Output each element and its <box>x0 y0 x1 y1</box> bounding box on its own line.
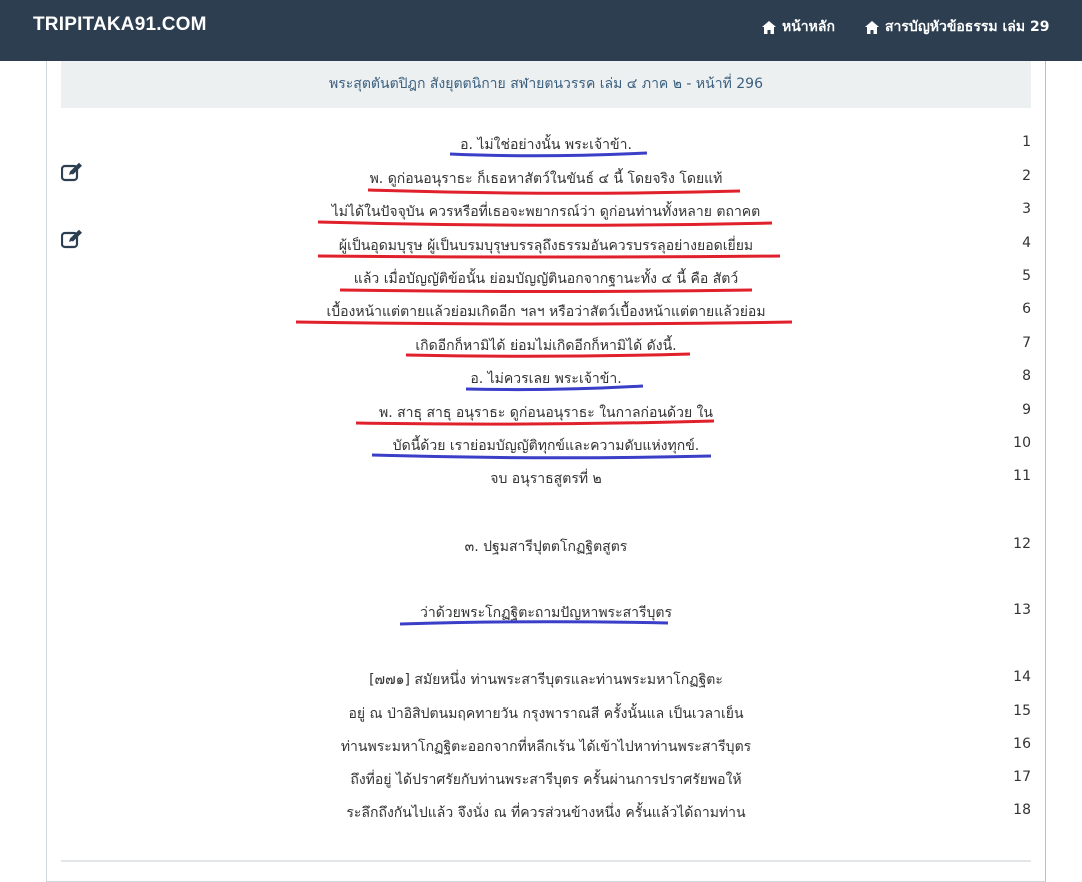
line-text: ว่าด้วยพระโกฏฐิตะถามปัญหาพระสารีบุตร <box>419 605 673 621</box>
text-line <box>61 233 1031 257</box>
nav-book-index-link[interactable] <box>865 16 1049 38</box>
text-line <box>61 466 1031 490</box>
line-number: 8 <box>1022 368 1031 384</box>
text-line <box>61 400 1031 424</box>
line-text: แล้ว เมื่อบัญญัติข้อนั้น ย่อมบัญญัตินอกจากฐานะทั้ง ๔ นี้ คือ สัตว์ <box>353 271 739 287</box>
line-number: 15 <box>1013 703 1031 719</box>
line-number: 6 <box>1022 301 1031 317</box>
line-number: 2 <box>1022 168 1031 184</box>
line-text: บัดนี้ด้วย เราย่อมบัญญัติทุกข์และความดับแห่งทุกข์. <box>392 438 700 454</box>
line-number: 12 <box>1013 536 1031 552</box>
line-text: อยู่ ณ ป่าอิสิปตนมฤคทายวัน กรุงพาราณสี ครั้งนั้นแล เป็นเวลาเย็น <box>348 706 744 722</box>
text-line <box>61 366 1031 390</box>
bottom-divider <box>61 860 1031 862</box>
text-line <box>61 199 1031 223</box>
text-line <box>61 534 1031 558</box>
text-line <box>61 132 1031 156</box>
text-line <box>61 266 1031 290</box>
line-number: 17 <box>1013 769 1031 785</box>
text-line <box>61 299 1031 323</box>
text-line <box>61 734 1031 758</box>
home-icon <box>865 21 879 34</box>
line-text: อ. ไม่ใช่อย่างนั้น พระเจ้าข้า. <box>460 137 632 153</box>
line-text: ๓. ปฐมสารีปุตตโกฏฐิตสูตร <box>464 539 628 555</box>
line-text: อ. ไม่ควรเลย พระเจ้าข้า. <box>470 371 622 387</box>
line-text: ไม่ได้ในปัจจุบัน ควรหรือที่เธอจะพยากรณ์ว่า ดูก่อนท่านทั้งหลาย ตถาคต <box>331 204 761 220</box>
line-number: 18 <box>1013 802 1031 818</box>
home-icon <box>762 21 776 34</box>
line-text: ระลึกถึงกันไปแล้ว จึงนั่ง ณ ที่ควรส่วนข้างหนึ่ง ครั้นแล้วได้ถามท่าน <box>346 805 746 821</box>
line-text: ท่านพระมหาโกฏฐิตะออกจากที่หลีกเร้น ได้เข้าไปหาท่านพระสารีบุตร <box>340 739 752 755</box>
text-line <box>61 800 1031 824</box>
text-line <box>61 433 1031 457</box>
line-number: 16 <box>1013 736 1031 752</box>
line-text: ผู้เป็นอุดมบุรุษ ผู้เป็นบรมบุรุษบรรลุถึงธรรมอันควรบรรลุอย่างยอดเยี่ยม <box>338 238 754 254</box>
line-text: พ. ดูก่อนอนุราธะ ก็เธอหาสัตว์ในขันธ์ ๔ นี้ โดยจริง โดยแท้ <box>369 171 723 187</box>
line-number: 14 <box>1013 669 1031 685</box>
text-line <box>61 333 1031 357</box>
text-line <box>61 166 1031 190</box>
line-number: 11 <box>1013 468 1031 484</box>
text-line <box>61 667 1031 691</box>
nav-home-label: หน้าหลัก <box>782 19 835 35</box>
line-number: 13 <box>1013 602 1031 618</box>
line-number: 3 <box>1022 201 1031 217</box>
top-navbar <box>0 0 1082 61</box>
page-header-title: พระสุตตันตปิฎก สังยุตตนิกาย สฬายตนวรรค เล่ม ๔ ภาค ๒ - หน้าที่ 296 <box>329 76 763 92</box>
site-brand-link[interactable]: TRIPITAKA91.COM <box>33 14 207 35</box>
line-number: 4 <box>1022 235 1031 251</box>
line-number: 7 <box>1022 335 1031 351</box>
line-number: 9 <box>1022 402 1031 418</box>
text-line <box>61 767 1031 791</box>
page-header-box <box>61 61 1031 108</box>
line-number: 1 <box>1022 134 1031 150</box>
line-text: เกิดอีกก็หามิได้ ย่อมไม่เกิดอีกก็หามิได้ ดังนี้. <box>415 338 677 354</box>
nav-book-index-label: สารบัญหัวข้อธรรม เล่ม 29 <box>885 19 1050 35</box>
text-line <box>61 600 1031 624</box>
line-text: เบื้องหน้าแต่ตายแล้วย่อมเกิดอีก ฯลฯ หรือว่าสัตว์เบื้องหน้าแต่ตายแล้วย่อม <box>326 304 766 320</box>
line-text: พ. สาธุ สาธุ อนุราธะ ดูก่อนอนุราธะ ในกาลก่อนด้วย ใน <box>378 405 714 421</box>
line-text: จบ อนุราธสูตรที่ ๒ <box>490 471 602 487</box>
text-line <box>61 701 1031 725</box>
nav-home-link[interactable] <box>762 16 835 38</box>
line-number: 5 <box>1022 268 1031 284</box>
line-text: ถึงที่อยู่ ได้ปราศรัยกับท่านพระสารีบุตร ครั้นผ่านการปราศรัยพอให้ <box>350 772 742 788</box>
line-number: 10 <box>1013 435 1031 451</box>
line-text: [๗๗๑] สมัยหนึ่ง ท่านพระสารีบุตรและท่านพระมหาโกฏฐิตะ <box>369 672 723 688</box>
